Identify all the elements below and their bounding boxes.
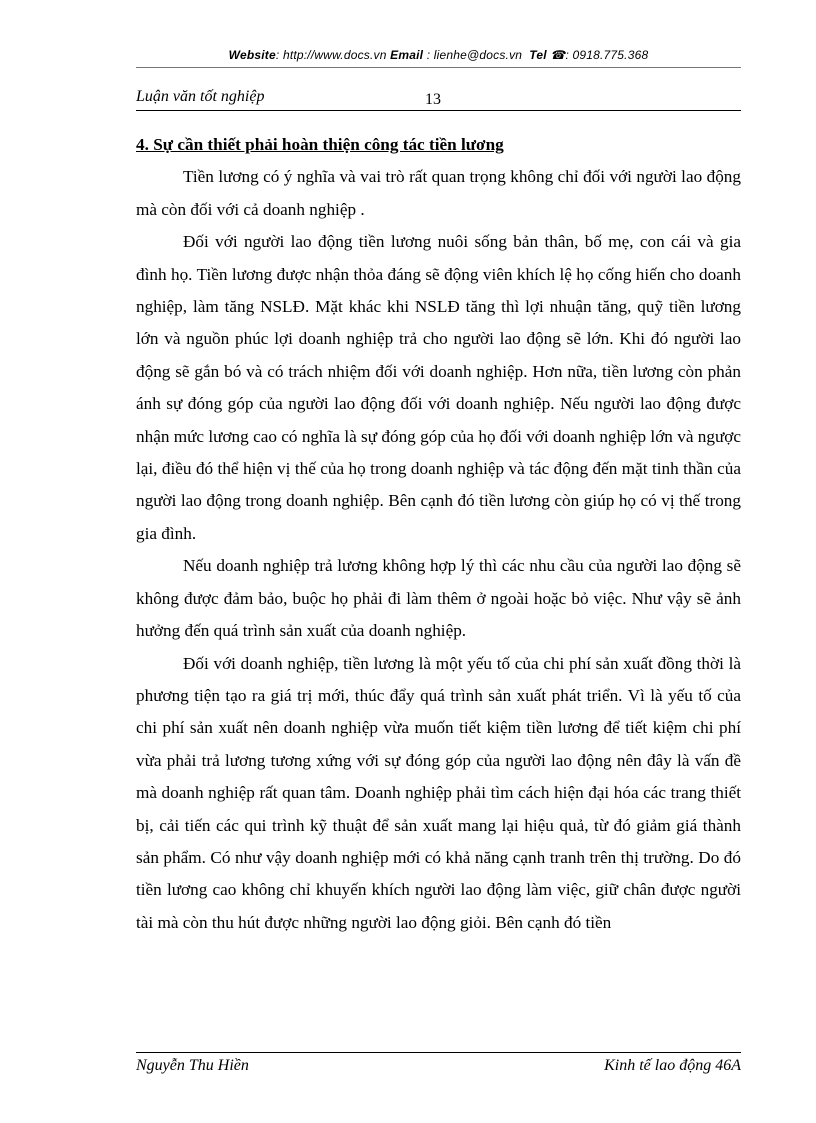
website-label: Website bbox=[228, 48, 276, 62]
footer-class: Kinh tế lao động 46A bbox=[604, 1057, 741, 1074]
email-separator: : bbox=[423, 48, 434, 62]
paragraph: Đối với doanh nghiệp, tiền lương là một yếu tố của chi phí sản xuất đồng thời là phương tiện tạo ra giá trị mới, thúc đẩy quá trình sản xuất phát triển. Vì là yếu tố của chi phí sản xuất nên doanh nghiệp vừa muốn tiết kiệm tiền lương để tiết kiệm chi phí vừa phải trả lương tương xứng với sự đóng góp của người lao động nên đây là vấn đề mà doanh nghiệp rất quan tâm. Doanh nghiệp phải tìm cách hiện đại hóa các trang thiết bị, cải tiến các qui trình kỹ thuật để sản xuất mang lại hiệu quả, từ đó giảm giá thành sản phẩm. Có như vậy doanh nghiệp mới có khả năng cạnh tranh trên thị trường. Do đó tiền lương cao không chỉ khuyến khích người lao động làm việc, giữ chân được người tài mà còn thu hút được những người lao động giỏi. Bên cạnh đó tiền bbox=[136, 653, 741, 932]
section-heading: 4. Sự cần thiết phải hoàn thiện công tác tiền lương bbox=[136, 135, 504, 154]
website-header bbox=[136, 48, 741, 62]
website-header-rule bbox=[136, 67, 741, 68]
phone-icon: ☎ bbox=[550, 48, 566, 62]
running-header-title: Luận văn tốt nghiệp bbox=[136, 88, 265, 105]
tel-number: : 0918.775.368 bbox=[565, 48, 649, 62]
tel-label: Tel bbox=[529, 48, 547, 62]
paragraph: Đối với người lao động tiền lương nuôi sống bản thân, bố mẹ, con cái và gia đình họ. Tiền lương được nhận thỏa đáng sẽ động viên khích lệ họ cống hiến cho doanh nghiệp, làm tăng NSLĐ. Mặt khác khi NSLĐ tăng thì lợi nhuận tăng, quỹ tiền lương lớn và nguồn phúc lợi doanh nghiệp trả cho người lao động sẽ lớn. Khi đó người lao động sẽ gắn bó và có trách nhiệm đối với doanh nghiệp. Hơn nữa, tiền lương còn phản ánh sự đóng góp của người lao động đối với doanh nghiệp. Nếu người lao động được nhận mức lương cao có nghĩa là sự đóng góp của họ đối với doanh nghiệp lớn và ngược lại, điều đó thể hiện vị thế của họ trong doanh nghiệp và tác động đến mặt tinh thần của người lao động trong doanh nghiệp. Bên cạnh đó tiền lương còn giúp họ có vị thế trong gia đình. bbox=[136, 232, 741, 543]
paragraph: Tiền lương có ý nghĩa và vai trò rất quan trọng không chỉ đối với người lao động mà còn đối với cả doanh nghiệp . bbox=[136, 167, 741, 219]
email-address[interactable]: lienhe@docs.vn bbox=[433, 48, 523, 62]
email-label: Email bbox=[390, 48, 424, 62]
website-separator: : bbox=[275, 48, 283, 62]
website-url[interactable]: http://www.docs.vn bbox=[282, 48, 387, 62]
footer-author: Nguyễn Thu Hiền bbox=[136, 1057, 249, 1074]
page-number: 13 bbox=[425, 91, 441, 108]
running-header bbox=[136, 88, 741, 110]
running-header-rule bbox=[136, 110, 741, 111]
document-body bbox=[136, 129, 741, 939]
footer-rule bbox=[136, 1052, 741, 1053]
paragraph: Nếu doanh nghiệp trả lương không hợp lý thì các nhu cầu của người lao động sẽ không được đảm bảo, buộc họ phải đi làm thêm ở ngoài hoặc bỏ việc. Như vậy sẽ ảnh hưởng đến quá trình sản xuất của doanh nghiệp. bbox=[136, 556, 741, 641]
